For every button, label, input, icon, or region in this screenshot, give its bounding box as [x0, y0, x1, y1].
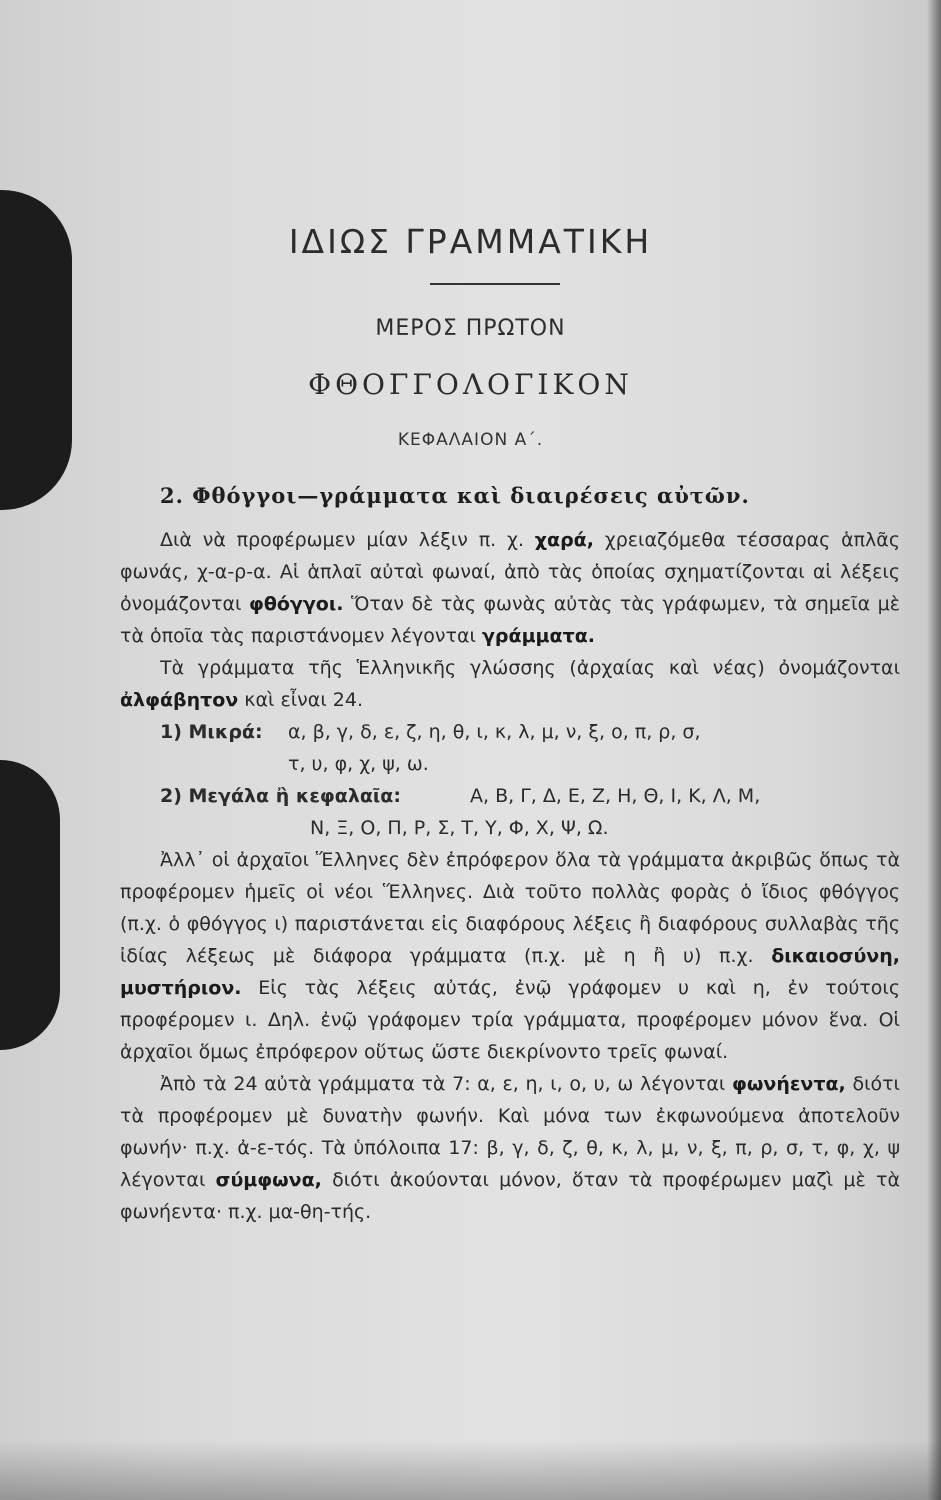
p4-text-d: διότι ἀκούονται μόνον, ὅταν τὰ προφέρωμεν μαζὶ μὲ τὰ φωνήεντα· π.χ. μα-θη-τής. [120, 1169, 900, 1223]
p4-text-a: Ἀπὸ τὰ 24 αὐτὰ γράμματα τὰ 7: α, ε, η, ι, ο, υ, ω λέγονται [160, 1073, 733, 1095]
term-examples: δικαιοσύνη, μυστήριον. [120, 945, 900, 999]
section-heading: ΦΘΟΓΓΟΛΟΓΙΚΟΝ [308, 368, 633, 401]
list-item [120, 748, 900, 780]
paragraph-1 [120, 524, 900, 652]
lowercase-letters-line1: α, β, γ, δ, ε, ζ, η, θ, ι, κ, λ, μ, ν, ξ, ο, π, ρ, σ, [288, 721, 701, 743]
list-item [120, 812, 900, 844]
term-fthongoi: φθόγγοι. [248, 593, 344, 615]
list-item [120, 716, 900, 748]
p4-text-c: διότι τὰ προφέρομεν μὲ δυνατὴν φωνήν. Καὶ μόνα των ἐκφωνούμενα ἀποτελοῦν φωνήν· π.χ. ἀ-ε-τός. Τὰ ὑπόλοιπα 17: β, γ, δ, ζ, θ, κ, λ, μ, ν, ξ, π, ρ, σ, τ, φ, χ, ψ λέγονται [120, 1073, 900, 1191]
p2-text-c: καὶ εἶναι 24. [238, 689, 364, 711]
p1-text-c: χρειαζόμεθα τέσσαρας ἁπλᾶς φωνάς, χ-α-ρ-α. Αἱ ἁπλαῖ αὐταὶ φωναί, ἀπὸ τὰς ὁποίας σχηματίζονται αἱ λέξεις ὀνομάζονται [120, 529, 900, 615]
list-item [120, 780, 900, 812]
binding-tab-bottom [0, 760, 60, 1050]
uppercase-letters-line1: Α, Β, Γ, Δ, Ε, Ζ, Η, Θ, Ι, Κ, Λ, Μ, [470, 785, 761, 807]
p1-text-a: Διὰ νὰ προφέρωμεν μίαν λέξιν π. χ. [160, 529, 535, 551]
subsection-heading: 2. Φθόγγοι—γράμματα καὶ διαιρέσεις αὐτῶν. [160, 483, 750, 508]
title-divider [430, 283, 560, 285]
body-text [120, 524, 900, 1228]
term-chara: χαρά, [534, 529, 594, 551]
term-symfona: σύμφωνα, [215, 1169, 322, 1191]
term-fonienta: φωνήεντα, [732, 1073, 846, 1095]
alphabet-list [120, 716, 900, 844]
list-label-uppercase: 2) Μεγάλα ἢ κεφαλαῖα: [160, 785, 401, 807]
part-heading: ΜΕΡΟΣ ΠΡΩΤΟΝ [375, 316, 566, 341]
chapter-heading: ΚΕΦΑΛΑΙΟΝ Α΄. [397, 430, 544, 450]
page-bottom-shadow [0, 1440, 941, 1500]
paragraph-3 [120, 844, 900, 1068]
p3-text-a: Ἀλλ᾽ οἱ ἀρχαῖοι Ἕλληνες δὲν ἐπρόφερον ὅλα τὰ γράμματα ἀκριβῶς ὅπως τὰ προφέρομεν ἡμεῖς οἱ νέοι Ἕλληνες. Διὰ τοῦτο πολλὰς φορὰς ὁ ἴδιος φθόγγος (π.χ. ὁ φθόγγος ι) παριστάνεται εἰς διαφόρους λέξεις ἢ διαφόρους συλλαβὰς τῆς ἰδίας λέξεως μὲ διάφορα γράμματα (π.χ. μὲ η ἢ υ) π.χ. [120, 849, 900, 967]
lowercase-letters-line2: τ, υ, φ, χ, ψ, ω. [288, 753, 429, 775]
paragraph-2 [120, 652, 900, 716]
p3-text-c: Εἰς τὰς λέξεις αὐτάς, ἐνῷ γράφομεν υ καὶ η, ἐν τούτοις προφέρομεν ι. Δηλ. ἐνῷ γράφομεν τρία γράμματα, προφέρομεν μόνον ἕνα. Οἱ ἀρχαῖοι ὅμως ἐπρόφερον οὕτως ὥστε διεκρίνοντο τρεῖς φωναί. [120, 977, 900, 1063]
p2-text-a: Τὰ γράμματα τῆς Ἑλληνικῆς γλώσσης (ἀρχαίας καὶ νέας) ὀνομάζονται [160, 657, 900, 679]
list-label-lowercase: 1) Μικρά: [160, 721, 263, 743]
uppercase-letters-line2: Ν, Ξ, Ο, Π, Ρ, Σ, Τ, Υ, Φ, Χ, Ψ, Ω. [310, 817, 609, 839]
page-title: ΙΔΙΩΣ ΓΡΑΜΜΑΤΙΚΗ [288, 222, 653, 261]
term-grammata: γράμματα. [481, 625, 595, 647]
term-alfavito: ἀλφάβητον [120, 689, 239, 711]
p1-text-d: Ὅταν δὲ τὰς φωνὰς αὐτὰς τὰς γράφωμεν, τὰ σημεῖα μὲ τὰ ὁποῖα τὰς παριστάνομεν λέγονται [120, 593, 900, 647]
paragraph-4 [120, 1068, 900, 1228]
